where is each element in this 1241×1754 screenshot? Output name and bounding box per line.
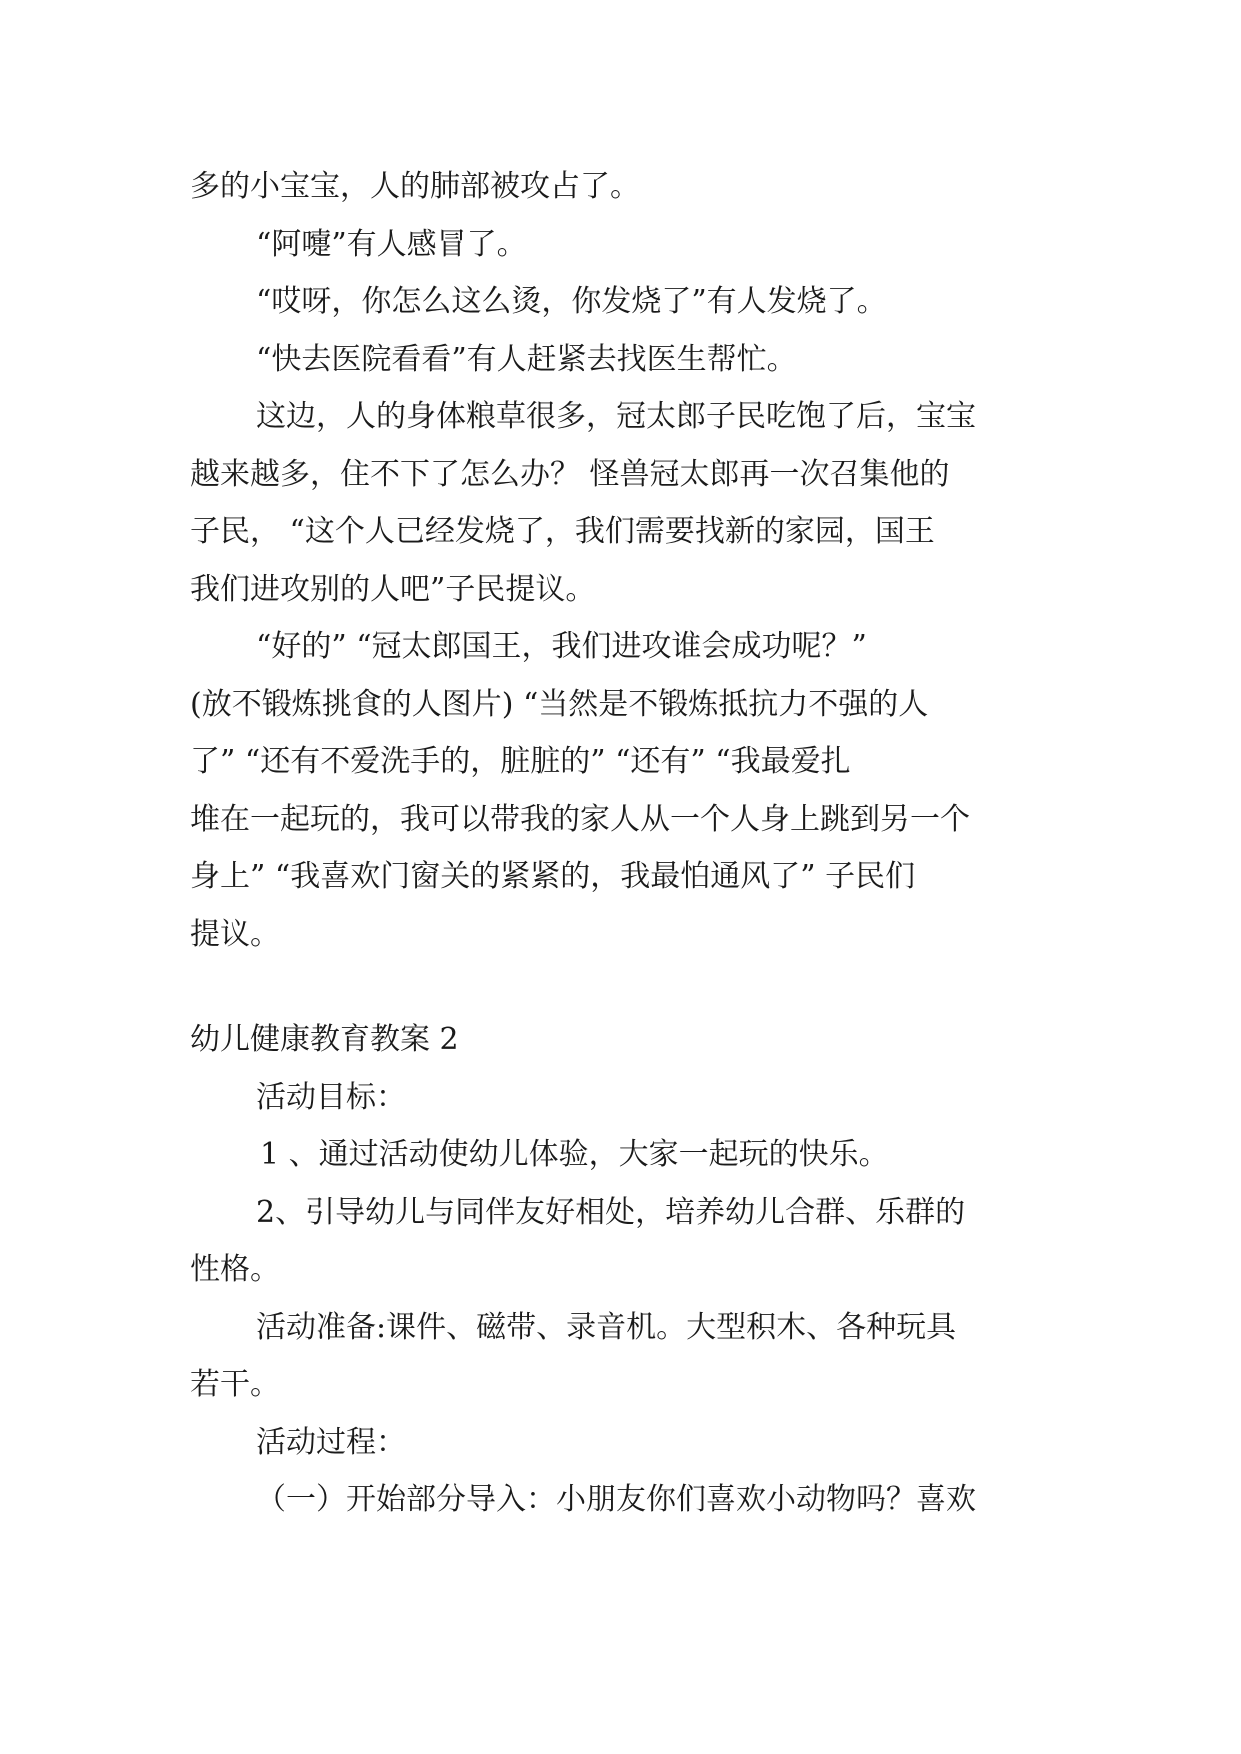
paragraph-line: 子民， “这个人已经发烧了，我们需要找新的家园，国王 (190, 514, 935, 549)
document-page (190, 158, 1052, 1529)
paragraph-line: 性格。 (190, 1252, 280, 1287)
paragraph-line: “哎呀，你怎么这么烫，你发烧了”有人发烧了。 (256, 284, 887, 319)
paragraph-line: 多的小宝宝，人的肺部被攻占了。 (190, 169, 640, 204)
paragraph-line: 这边，人的身体粮草很多，冠太郎子民吃饱了后，宝宝 (256, 399, 976, 434)
paragraph-line: “阿嚏”有人感冒了。 (256, 226, 527, 262)
paragraph-line: 若干。 (190, 1367, 280, 1402)
paragraph-line: 越来越多，住不下了怎么办？ 怪兽冠太郎再一次召集他的 (190, 456, 950, 492)
paragraph-line: 1 、通过活动使幼儿体验，大家一起玩的快乐。 (260, 1137, 889, 1172)
paragraph-line: 活动目标： (256, 1079, 406, 1115)
paragraph-line: 活动准备:课件、磁带、录音机。大型积木、各种玩具 (256, 1309, 957, 1345)
paragraph-line: “好的” “冠太郎国王，我们进攻谁会成功呢？” (256, 629, 867, 664)
paragraph-line: 了” “还有不爱洗手的，脏脏的” “还有” “我最爱扎 (190, 744, 851, 779)
paragraph-line: （一）开始部分导入：小朋友你们喜欢小动物吗？喜欢 (256, 1482, 976, 1517)
paragraph-line: 堆在一起玩的，我可以带我的家人从一个人身上跳到另一个 (190, 801, 970, 837)
paragraph-line: 活动过程： (256, 1424, 406, 1460)
paragraph-line: 身上” “我喜欢门窗关的紧紧的，我最怕通风了” 子民们 (190, 859, 916, 894)
paragraph-line: (放不锻炼挑食的人图片) “当然是不锻炼抵抗力不强的人 (190, 686, 929, 722)
paragraph-line: 我们进攻别的人吧”子民提议。 (190, 571, 596, 607)
paragraph-line: “快去医院看看”有人赶紧去找医生帮忙。 (256, 341, 797, 377)
section-gap (190, 963, 1052, 1011)
section-heading: 幼儿健康教育教案 2 (190, 1022, 459, 1057)
paragraph-line: 提议。 (190, 916, 280, 952)
paragraph-line: 2、引导幼儿与同伴友好相处，培养幼儿合群、乐群的 (256, 1194, 966, 1230)
